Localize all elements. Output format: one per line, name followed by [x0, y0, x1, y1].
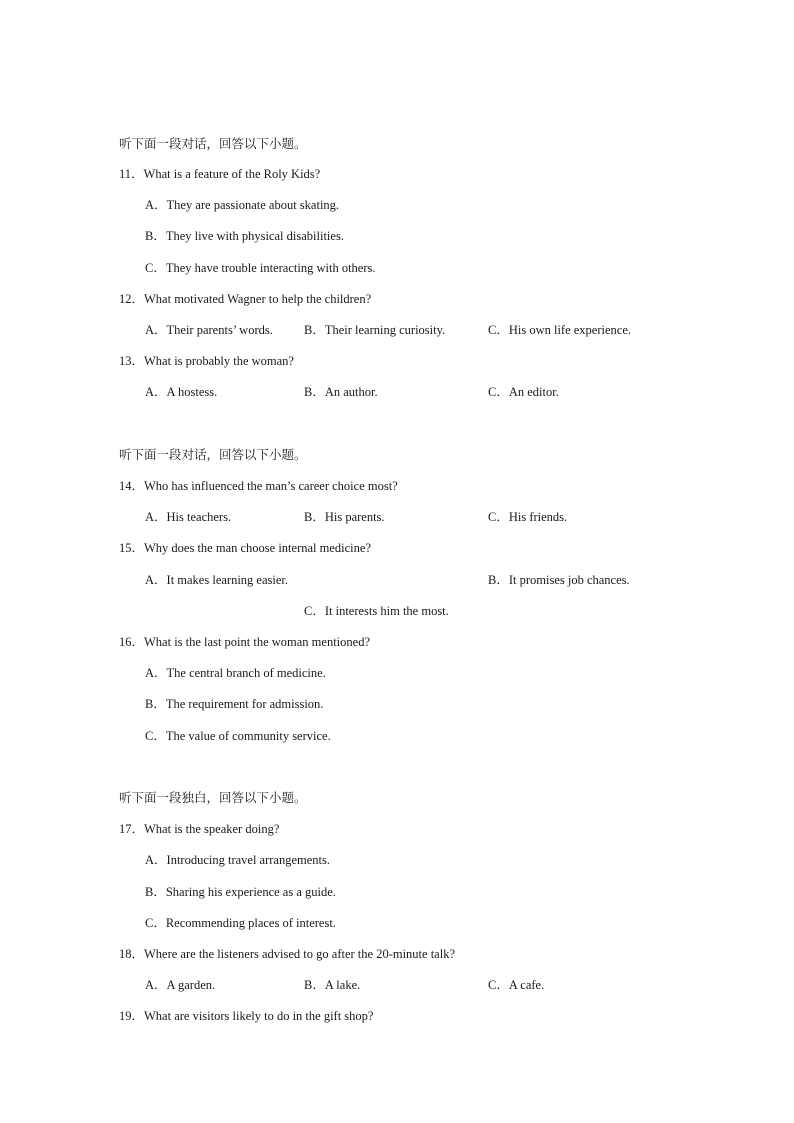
- option-c[interactable]: C．An editor.: [488, 385, 559, 399]
- option-c[interactable]: C．The value of community service.: [145, 729, 331, 743]
- option-a[interactable]: A．A garden.: [145, 978, 216, 992]
- question-stem: 13．What is probably the woman?: [119, 354, 294, 368]
- option-b[interactable]: B．Their learning curiosity.: [304, 323, 446, 337]
- option-a[interactable]: A．It makes learning easier.: [145, 573, 289, 587]
- question-stem: 14．Who has influenced the man’s career choice most?: [119, 479, 398, 493]
- question-stem: 15．Why does the man choose internal medicine?: [119, 541, 372, 555]
- option-b[interactable]: B．They live with physical disabilities.: [145, 229, 344, 243]
- question-stem: 17．What is the speaker doing?: [119, 822, 280, 836]
- question-stem: 19．What are visitors likely to do in the gift shop?: [119, 1009, 374, 1023]
- option-b[interactable]: B．His parents.: [304, 510, 385, 524]
- option-a[interactable]: A．The central branch of medicine.: [145, 666, 326, 680]
- option-a[interactable]: A．They are passionate about skating.: [145, 198, 340, 212]
- option-a[interactable]: A．His teachers.: [145, 510, 232, 524]
- section-heading: 听下面一段对话，回答以下小题。: [119, 136, 307, 151]
- option-a[interactable]: A．Introducing travel arrangements.: [145, 853, 331, 867]
- option-c[interactable]: C．His friends.: [488, 510, 568, 524]
- option-c[interactable]: C．A cafe.: [488, 978, 545, 992]
- option-c[interactable]: C．His own life experience.: [488, 323, 632, 337]
- question-stem: 11．What is a feature of the Roly Kids?: [119, 167, 321, 181]
- question-stem: 12．What motivated Wagner to help the children?: [119, 292, 372, 306]
- option-c[interactable]: C．They have trouble interacting with others.: [145, 261, 376, 275]
- option-b[interactable]: B．Sharing his experience as a guide.: [145, 885, 336, 899]
- section-heading: 听下面一段对话，回答以下小题。: [119, 447, 307, 462]
- option-a[interactable]: A．A hostess.: [145, 385, 218, 399]
- option-b[interactable]: B．A lake.: [304, 978, 361, 992]
- section-heading: 听下面一段独白，回答以下小题。: [119, 790, 307, 805]
- option-b[interactable]: B．The requirement for admission.: [145, 697, 324, 711]
- option-c[interactable]: C．It interests him the most.: [304, 604, 449, 618]
- question-stem: 18．Where are the listeners advised to go after the 20-minute talk?: [119, 947, 455, 961]
- option-b[interactable]: B．It promises job chances.: [488, 573, 630, 587]
- option-c[interactable]: C．Recommending places of interest.: [145, 916, 336, 930]
- option-a[interactable]: A．Their parents’ words.: [145, 323, 273, 337]
- option-b[interactable]: B．An author.: [304, 385, 378, 399]
- question-stem: 16．What is the last point the woman mentioned?: [119, 635, 370, 649]
